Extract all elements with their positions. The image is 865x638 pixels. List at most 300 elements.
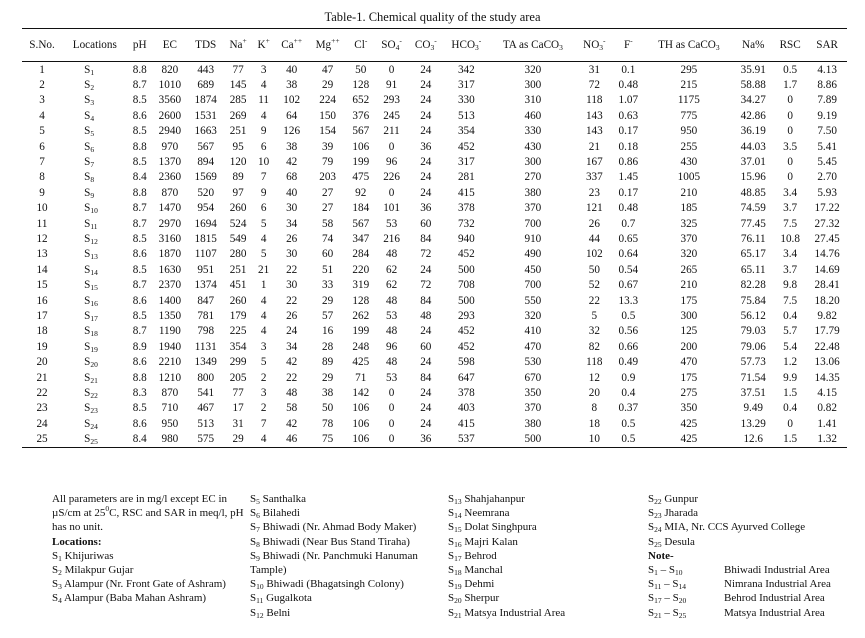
value-cell: 128 bbox=[352, 79, 370, 92]
column-header bbox=[612, 29, 644, 62]
value-cell: 354 bbox=[457, 125, 475, 138]
table-row bbox=[22, 354, 847, 369]
table-row bbox=[22, 77, 847, 92]
value-cell: 403 bbox=[457, 402, 475, 415]
value-cell: 76.11 bbox=[740, 232, 766, 245]
value-cell: 0.18 bbox=[618, 140, 639, 153]
value-cell: 143 bbox=[585, 109, 603, 122]
value-cell: 39 bbox=[322, 140, 334, 153]
value-cell: 184 bbox=[352, 202, 370, 215]
value-cell: 95 bbox=[232, 140, 244, 153]
value-cell: 82 bbox=[588, 340, 600, 353]
column-header bbox=[489, 29, 576, 62]
location-index: 20 bbox=[90, 360, 98, 370]
value-cell: 524 bbox=[229, 217, 247, 230]
value-cell: 8.5 bbox=[132, 402, 147, 415]
value-cell: 467 bbox=[197, 402, 215, 415]
value-cell: 894 bbox=[197, 156, 215, 169]
location-letter: S bbox=[84, 325, 91, 338]
location-letter: S bbox=[648, 507, 655, 520]
location-index: 2 bbox=[90, 83, 95, 93]
location-item bbox=[250, 606, 418, 620]
value-cell: 89 bbox=[322, 356, 334, 369]
value-cell: 3 bbox=[260, 340, 267, 353]
value-cell: 8.3 bbox=[132, 386, 147, 399]
value-cell: 255 bbox=[680, 140, 698, 153]
value-cell: 1940 bbox=[158, 340, 182, 353]
value-cell: 0 bbox=[787, 171, 793, 184]
value-cell: 380 bbox=[524, 417, 542, 430]
value-cell: 10 bbox=[576, 431, 612, 447]
value-cell: 58 bbox=[322, 217, 334, 230]
value-cell: 30 bbox=[286, 248, 298, 261]
value-cell: 12 bbox=[588, 371, 600, 384]
value-cell: 35.91 bbox=[740, 63, 766, 76]
value-cell: 17.22 bbox=[814, 202, 840, 215]
location-index: 12 bbox=[256, 610, 264, 620]
location-cell bbox=[62, 216, 127, 231]
location-item bbox=[648, 492, 831, 506]
value-cell: 0.82 bbox=[817, 402, 837, 415]
locations-list-4 bbox=[648, 492, 831, 549]
location-letter: S bbox=[648, 564, 655, 577]
value-cell: 2600 bbox=[158, 109, 182, 122]
location-letter: S bbox=[250, 578, 257, 591]
location-name: Dolat Singhpura bbox=[464, 521, 537, 534]
value-cell: 68 bbox=[286, 171, 298, 184]
serial-cell: 19 bbox=[36, 340, 48, 353]
value-cell: 0.5 bbox=[783, 63, 798, 76]
note-list bbox=[648, 563, 831, 620]
value-cell: 48 bbox=[385, 325, 398, 338]
location-letter: S bbox=[672, 606, 679, 619]
location-name: Alampur (Nr. Front Gate of Ashram) bbox=[64, 578, 226, 591]
value-cell: 118 bbox=[586, 94, 603, 107]
location-index: 19 bbox=[90, 344, 98, 354]
value-cell: 1630 bbox=[158, 263, 182, 276]
value-cell: 1131 bbox=[194, 340, 217, 353]
value-cell: 62 bbox=[385, 279, 398, 292]
table-row bbox=[22, 401, 847, 416]
location-index: 16 bbox=[454, 539, 462, 549]
value-cell: 24 bbox=[286, 325, 298, 338]
value-cell: 106 bbox=[352, 417, 370, 430]
value-cell: 10 bbox=[258, 156, 270, 169]
value-cell: 350 bbox=[524, 386, 542, 399]
location-item bbox=[648, 520, 831, 534]
location-cell bbox=[62, 401, 127, 416]
value-cell: 0 bbox=[388, 186, 395, 199]
value-cell: 1.5 bbox=[773, 431, 807, 447]
value-cell: 142 bbox=[352, 386, 370, 399]
value-cell: 330 bbox=[524, 125, 542, 138]
value-cell: 1.41 bbox=[817, 417, 837, 430]
note-area: Nimrana Industrial Area bbox=[724, 578, 831, 591]
value-cell: 22 bbox=[286, 371, 298, 384]
column-header bbox=[443, 29, 489, 62]
serial-cell: 9 bbox=[39, 186, 45, 199]
value-cell: 24 bbox=[420, 325, 432, 338]
note-row bbox=[648, 606, 831, 620]
note-range bbox=[648, 606, 724, 620]
value-cell: 0.65 bbox=[618, 232, 639, 245]
column-header-sup: - bbox=[364, 35, 368, 45]
value-cell: 0.54 bbox=[618, 263, 639, 276]
location-index: 18 bbox=[90, 329, 98, 339]
value-cell: 50 bbox=[355, 63, 367, 76]
column-header-sup: - bbox=[434, 35, 437, 45]
value-cell: 53 bbox=[385, 217, 398, 230]
value-cell: 36 bbox=[420, 140, 432, 153]
location-letter: S bbox=[672, 578, 679, 591]
value-cell: 92 bbox=[355, 186, 367, 199]
table-title: Table-1. Chemical quality of the study area bbox=[324, 10, 541, 24]
value-cell: 425 bbox=[352, 356, 370, 369]
value-cell: 950 bbox=[680, 125, 698, 138]
value-cell: 0.7 bbox=[621, 217, 636, 230]
value-cell: 450 bbox=[524, 263, 542, 276]
note-range-start: 11 bbox=[654, 582, 662, 592]
value-cell: 8.4 bbox=[132, 171, 147, 184]
value-cell: 940 bbox=[457, 232, 475, 245]
note-range bbox=[648, 577, 724, 591]
location-letter: S bbox=[250, 592, 257, 605]
value-cell: 870 bbox=[161, 186, 179, 199]
location-cell bbox=[62, 247, 127, 262]
location-index: 4 bbox=[58, 596, 62, 606]
value-cell: 26 bbox=[588, 217, 600, 230]
location-letter: S bbox=[84, 309, 91, 322]
value-cell: 647 bbox=[457, 371, 475, 384]
value-cell: 17 bbox=[232, 402, 244, 415]
value-cell: 8.5 bbox=[132, 156, 147, 169]
value-cell: 3560 bbox=[158, 94, 182, 107]
value-cell: 0.17 bbox=[618, 186, 639, 199]
column-header-text: Locations bbox=[72, 38, 117, 51]
value-cell: 0.1 bbox=[621, 63, 636, 76]
location-name: Gugalkota bbox=[266, 592, 312, 605]
value-cell: 354 bbox=[229, 340, 247, 353]
location-index: 6 bbox=[90, 144, 95, 154]
serial-cell: 22 bbox=[36, 386, 48, 399]
location-index: 2 bbox=[58, 568, 62, 578]
value-cell: 0 bbox=[388, 63, 395, 76]
value-cell: 380 bbox=[524, 186, 542, 199]
value-cell: 40 bbox=[286, 186, 298, 199]
value-cell: 1.5 bbox=[783, 386, 798, 399]
location-letter: S bbox=[52, 578, 59, 591]
column-header bbox=[576, 29, 612, 62]
value-cell: 513 bbox=[197, 417, 215, 430]
column-header-text: F bbox=[623, 38, 631, 51]
value-cell: 29 bbox=[322, 79, 334, 92]
value-cell: 84 bbox=[420, 294, 432, 307]
value-cell: 210 bbox=[680, 186, 698, 199]
value-cell: 325 bbox=[680, 217, 698, 230]
location-index: 6 bbox=[256, 511, 260, 521]
location-name: Behrod bbox=[464, 549, 497, 562]
value-cell: 57.73 bbox=[740, 356, 766, 369]
value-cell: 203 bbox=[319, 171, 336, 184]
location-index: 22 bbox=[654, 497, 662, 506]
column-header-text: Na bbox=[229, 38, 243, 51]
value-cell: 350 bbox=[680, 402, 698, 415]
value-cell: 1400 bbox=[158, 294, 182, 307]
value-cell: 74.59 bbox=[740, 202, 766, 215]
location-letter: S bbox=[648, 578, 655, 591]
serial-cell: 4 bbox=[39, 109, 45, 122]
column-header bbox=[644, 29, 733, 62]
value-cell: 27 bbox=[322, 186, 334, 199]
location-cell bbox=[62, 201, 127, 216]
location-letter: S bbox=[448, 564, 455, 577]
value-cell: 0.49 bbox=[618, 356, 639, 369]
value-cell: 14.76 bbox=[814, 248, 840, 261]
location-letter: S bbox=[250, 493, 257, 505]
location-letter: S bbox=[84, 217, 91, 230]
value-cell: 2 bbox=[260, 371, 267, 384]
locations-list-2 bbox=[250, 492, 418, 620]
value-cell: 8.9 bbox=[132, 340, 147, 353]
value-cell: 9 bbox=[260, 125, 267, 138]
value-cell: 452 bbox=[457, 140, 475, 153]
value-cell: 2210 bbox=[158, 356, 182, 369]
location-name: Alampur (Baba Mahan Ashram) bbox=[64, 592, 207, 605]
note-range-start: 21 bbox=[654, 610, 662, 620]
value-cell: 847 bbox=[197, 294, 215, 307]
value-cell: 950 bbox=[161, 417, 179, 430]
value-cell: 330 bbox=[457, 94, 475, 107]
value-cell: 378 bbox=[457, 202, 475, 215]
value-cell: 121 bbox=[585, 202, 603, 215]
value-cell: 951 bbox=[197, 263, 215, 276]
value-cell: 50 bbox=[588, 263, 600, 276]
value-cell: 299 bbox=[229, 356, 247, 369]
table-row bbox=[22, 293, 847, 308]
location-index: 8 bbox=[90, 175, 95, 185]
value-cell: 530 bbox=[524, 356, 542, 369]
value-cell: 4.13 bbox=[817, 63, 837, 76]
value-cell: 700 bbox=[524, 217, 542, 230]
value-cell: 30 bbox=[286, 202, 298, 215]
location-letter: S bbox=[668, 564, 675, 577]
column-header-sub: 3 bbox=[599, 42, 604, 52]
location-letter: S bbox=[84, 433, 91, 446]
value-cell: 320 bbox=[680, 248, 698, 261]
serial-cell: 11 bbox=[36, 217, 48, 230]
value-cell: 8.5 bbox=[132, 125, 147, 138]
value-cell: 29 bbox=[322, 294, 334, 307]
value-cell: 84 bbox=[420, 232, 432, 245]
location-cell bbox=[62, 185, 127, 200]
value-cell: 347 bbox=[352, 232, 370, 245]
column-header bbox=[152, 29, 188, 62]
location-cell bbox=[62, 77, 127, 92]
value-cell: 44.03 bbox=[740, 140, 766, 153]
value-cell: 8.7 bbox=[132, 217, 147, 230]
value-cell: 37.01 bbox=[740, 156, 766, 169]
value-cell: 2970 bbox=[158, 217, 182, 230]
location-letter: S bbox=[648, 606, 655, 619]
degree-sup: 0 bbox=[105, 504, 110, 514]
column-header-text: S.No. bbox=[29, 38, 55, 51]
value-cell: 520 bbox=[197, 186, 215, 199]
value-cell: 378 bbox=[457, 386, 475, 399]
value-cell: 211 bbox=[383, 125, 400, 138]
value-cell: 48 bbox=[385, 356, 398, 369]
value-cell: 0 bbox=[787, 417, 793, 430]
value-cell: 5 bbox=[260, 356, 267, 369]
column-header bbox=[224, 29, 253, 62]
location-letter: S bbox=[250, 549, 257, 562]
value-cell: 970 bbox=[161, 140, 179, 153]
location-item bbox=[250, 535, 418, 549]
location-letter: S bbox=[84, 279, 91, 292]
column-header bbox=[309, 29, 347, 62]
column-header-sub: 4 bbox=[395, 42, 400, 52]
location-index: 22 bbox=[90, 390, 98, 400]
value-cell: 300 bbox=[524, 156, 542, 169]
value-cell: 118 bbox=[586, 356, 603, 369]
value-cell: 79 bbox=[322, 156, 334, 169]
value-cell: 15.96 bbox=[740, 171, 766, 184]
value-cell: 96 bbox=[385, 340, 398, 353]
table-row bbox=[22, 139, 847, 154]
value-cell: 226 bbox=[383, 171, 400, 184]
location-letter: S bbox=[84, 156, 91, 169]
location-letter: S bbox=[672, 592, 679, 605]
value-cell: 72 bbox=[420, 279, 432, 292]
value-cell: 199 bbox=[352, 325, 370, 338]
value-cell: 4 bbox=[260, 325, 267, 338]
value-cell: 48 bbox=[385, 248, 398, 261]
value-cell: 8.5 bbox=[132, 232, 147, 245]
value-cell: 652 bbox=[352, 94, 370, 107]
value-cell: 28.41 bbox=[814, 279, 840, 292]
value-cell: 38 bbox=[286, 79, 298, 92]
value-cell: 56.12 bbox=[740, 309, 766, 322]
value-cell: 8.6 bbox=[132, 294, 147, 307]
value-cell: 3 bbox=[260, 386, 267, 399]
location-item bbox=[648, 535, 831, 549]
value-cell: 215 bbox=[680, 79, 698, 92]
column-header-text: Na% bbox=[742, 38, 765, 51]
value-cell: 337 bbox=[585, 171, 603, 184]
value-cell: 16 bbox=[322, 325, 334, 338]
value-cell: 42.86 bbox=[740, 109, 766, 122]
value-cell: 97 bbox=[232, 186, 244, 199]
value-cell: 210 bbox=[680, 279, 698, 292]
value-cell: 5 bbox=[260, 217, 267, 230]
value-cell: 154 bbox=[319, 125, 336, 138]
value-cell: 0 bbox=[375, 431, 408, 447]
location-index: 17 bbox=[90, 313, 98, 323]
location-item bbox=[448, 563, 565, 577]
location-name: Desula bbox=[664, 535, 695, 548]
value-cell: 1.07 bbox=[618, 94, 639, 107]
value-cell: 1694 bbox=[194, 217, 217, 230]
value-cell: 17.79 bbox=[814, 325, 840, 338]
location-index: 1 bbox=[58, 553, 62, 563]
note-heading: Note- bbox=[648, 549, 674, 562]
serial-cell: 7 bbox=[39, 156, 45, 169]
units-text-pre: All parameters are in mg/l except EC in µS/cm at 25 bbox=[52, 493, 228, 520]
value-cell: 425 bbox=[680, 417, 698, 430]
value-cell: 541 bbox=[197, 386, 215, 399]
value-cell: 1350 bbox=[158, 309, 182, 322]
value-cell: 33 bbox=[322, 279, 334, 292]
value-cell: 8.7 bbox=[132, 202, 147, 215]
value-cell: 48 bbox=[420, 309, 432, 322]
location-letter: S bbox=[448, 493, 455, 505]
value-cell: 32 bbox=[588, 325, 600, 338]
value-cell: 537 bbox=[443, 431, 489, 447]
value-cell: 8.7 bbox=[132, 325, 147, 338]
value-cell: 1190 bbox=[158, 325, 181, 338]
column-header bbox=[347, 29, 375, 62]
location-letter: S bbox=[52, 592, 59, 605]
value-cell: 3.5 bbox=[783, 140, 798, 153]
value-cell: 9.49 bbox=[743, 402, 764, 415]
column-header-text: Cl bbox=[354, 38, 365, 51]
table-header-row bbox=[22, 29, 847, 62]
location-item bbox=[250, 591, 418, 605]
location-index: 10 bbox=[256, 582, 264, 592]
location-name: Belni bbox=[266, 606, 291, 619]
value-cell: 320 bbox=[524, 63, 542, 76]
value-cell: 500 bbox=[457, 294, 475, 307]
column-header-sup: ++ bbox=[331, 35, 340, 45]
location-item bbox=[52, 549, 252, 563]
value-cell: 145 bbox=[229, 79, 247, 92]
value-cell: 7 bbox=[260, 171, 267, 184]
location-letter: S bbox=[448, 578, 455, 591]
location-index: 8 bbox=[256, 539, 260, 549]
table-row bbox=[22, 262, 847, 277]
table-row bbox=[22, 93, 847, 108]
serial-cell: 8 bbox=[39, 171, 45, 184]
value-cell: 281 bbox=[457, 171, 475, 184]
location-name: Majri Kalan bbox=[464, 535, 518, 548]
table-row bbox=[22, 431, 847, 447]
value-cell: 7.89 bbox=[817, 94, 837, 107]
location-index: 19 bbox=[454, 582, 462, 592]
column-header-sup: - bbox=[603, 35, 606, 45]
value-cell: 106 bbox=[347, 431, 375, 447]
column-header-sup: - bbox=[630, 35, 633, 45]
serial-cell: 21 bbox=[36, 371, 48, 384]
location-letter: S bbox=[52, 549, 59, 562]
location-letter: S bbox=[648, 521, 655, 534]
table-row bbox=[22, 308, 847, 323]
value-cell: 293 bbox=[457, 309, 475, 322]
location-index: 20 bbox=[454, 596, 462, 606]
value-cell: 500 bbox=[457, 263, 475, 276]
value-cell: 460 bbox=[524, 109, 542, 122]
location-letter: S bbox=[84, 171, 91, 184]
location-index: 13 bbox=[454, 497, 462, 506]
location-name: Bhiwadi (Nr. Panchmuki Hanuman bbox=[262, 549, 418, 562]
location-letter: S bbox=[84, 248, 91, 261]
value-cell: 1663 bbox=[194, 125, 217, 138]
column-header-text: NO bbox=[583, 38, 600, 51]
location-index: 21 bbox=[90, 375, 98, 385]
value-cell: 5.93 bbox=[817, 186, 837, 199]
value-cell: 199 bbox=[352, 156, 370, 169]
location-item bbox=[250, 520, 418, 534]
value-cell: 0.67 bbox=[618, 279, 639, 292]
range-dash: – bbox=[661, 578, 673, 591]
